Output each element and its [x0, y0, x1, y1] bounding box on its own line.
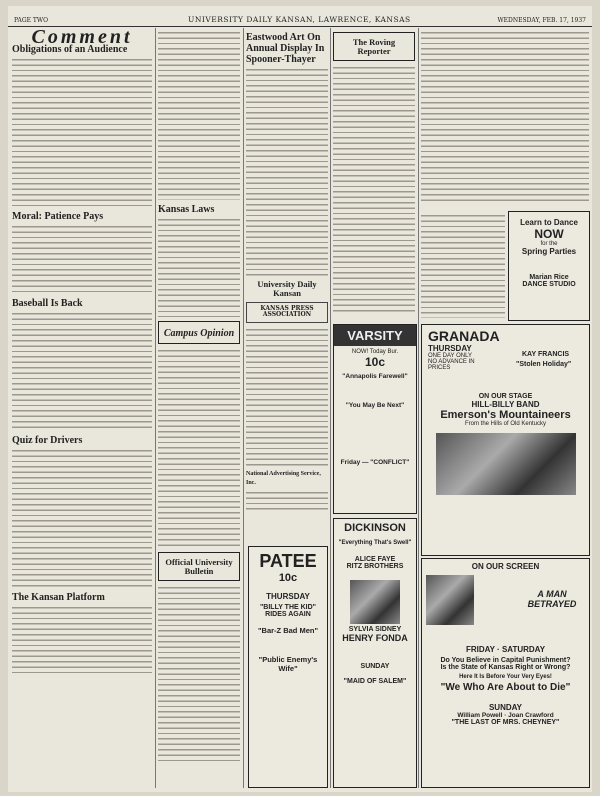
opinion-column: [158, 28, 240, 788]
dickinson-line3: RITZ BROTHERS: [346, 563, 404, 570]
masthead-udk: University Daily Kansan: [257, 279, 317, 298]
granada-line2: ONE DAY ONLY: [428, 353, 473, 359]
dance-line1: Learn to Dance: [520, 218, 578, 227]
patee-price: 10c: [278, 572, 298, 584]
band-photo: [436, 433, 576, 495]
varsity-line1: NOW! Today Bur.: [351, 349, 399, 355]
campus-opinion-box: [158, 321, 240, 344]
headline-campus-opinion: Campus Opinion: [163, 328, 235, 339]
dickinson-photo: [350, 580, 400, 624]
dance-line3: for the: [540, 241, 558, 247]
headline-baseball: Baseball Is Back: [12, 298, 83, 310]
issue-date: WEDNESDAY, FEB. 17, 1937: [497, 17, 586, 24]
patee-line2: "BILLY THE KID" RIDES AGAIN: [259, 604, 317, 618]
screen-man: A MAN BETRAYED: [527, 589, 577, 609]
headline-roving: The Roving Reporter: [352, 37, 396, 56]
headline-bulletin: Official University Bulletin: [165, 557, 233, 576]
dickinson-line6: SUNDAY: [360, 663, 390, 670]
screen-photo: [426, 575, 474, 625]
dickinson-ad: [333, 518, 417, 788]
dickinson-line4: SYLVIA SIDNEY: [348, 626, 402, 633]
right-column-text: [421, 211, 505, 321]
dance-line4: Spring Parties: [521, 247, 577, 256]
dance-line6: DANCE STUDIO: [522, 281, 576, 288]
screen-q1: Do You Believe in Capital Punishment?: [440, 657, 571, 664]
dickinson-line7: "MAID OF SALEM": [343, 678, 407, 685]
varsity-ad: [333, 324, 417, 514]
page-header: [8, 6, 592, 27]
right-column: [421, 28, 589, 208]
varsity-line5: Friday — "CONFLICT": [340, 459, 410, 466]
granada-name: GRANADA: [428, 328, 500, 344]
screen-q3: Here It Is Before Your Very Eyes!: [459, 674, 552, 680]
headline-platform: The Kansan Platform: [12, 592, 105, 604]
screen-ad: [421, 558, 590, 788]
headline-eastwood: Eastwood Art On Annual Display In Spooner-Thayer: [246, 32, 325, 65]
patee-line3: "Bar-Z Bad Men": [257, 626, 319, 635]
varsity-line3: "Annapolis Farewell": [342, 373, 408, 380]
dance-line2: NOW: [534, 227, 564, 241]
comment-column: [12, 28, 152, 788]
screen-title: ON OUR SCREEN: [471, 562, 540, 571]
headline-quiz: Quiz for Drivers: [12, 435, 83, 447]
page-number: PAGE TWO: [14, 17, 48, 24]
patee-name: PATEE: [259, 551, 317, 571]
screen-sun2: "THE LAST OF MRS. CHEYNEY": [451, 719, 560, 726]
granada-ad: [421, 324, 590, 556]
screen-sunday: SUNDAY: [488, 703, 523, 712]
granada-kay: KAY FRANCIS: [522, 351, 570, 358]
granada-line1: THURSDAY: [428, 344, 472, 353]
screen-sun1: William Powell · Joan Crawford: [457, 712, 554, 719]
screen-q4: "We Who Are About to Die": [440, 682, 571, 693]
comment-title: Comment: [31, 28, 133, 48]
granada-hill: HILL-BILLY BAND: [471, 400, 540, 409]
patee-ad: [248, 546, 328, 788]
granada-line3: NO ADVANCE IN PRICES: [428, 359, 475, 371]
bulletin-box: [158, 552, 240, 581]
dickinson-line2: ALICE FAYE: [354, 556, 396, 563]
screen-friday: FRIDAY · SATURDAY: [465, 645, 546, 654]
patee-line4: "Public Enemy's Wife": [258, 655, 318, 673]
granada-ozark: From the Hills of Old Kentucky: [464, 421, 547, 427]
varsity-line2: 10c: [364, 355, 386, 369]
roving-box: [333, 32, 415, 61]
granada-stage: ON OUR STAGE: [478, 393, 533, 400]
screen-q2: Is the State of Kansas Right or Wrong?: [440, 664, 571, 671]
national-advertising: National Advertising Service, Inc.: [246, 470, 321, 486]
headline-moral: Moral: Patience Pays: [12, 211, 104, 223]
headline-obligations: Obligations of an Audience: [12, 44, 128, 56]
dickinson-line1: "Everything That's Swell": [338, 540, 412, 546]
varsity-name: VARSITY: [334, 325, 416, 346]
paper-name: UNIVERSITY DAILY KANSAN, LAWRENCE, KANSAS: [188, 15, 411, 24]
dickinson-name: DICKINSON: [344, 522, 406, 534]
dickinson-line5: HENRY FONDA: [342, 633, 408, 643]
granada-kay2: "Stolen Holiday": [516, 361, 572, 368]
headline-kansas-laws: Kansas Laws: [158, 204, 215, 215]
varsity-line4: "You May Be Next": [345, 402, 405, 409]
dance-ad: [508, 211, 590, 321]
granada-emer: Emerson's Mountaineers: [440, 409, 571, 421]
kansas-press-badge: KANSAS PRESS ASSOCIATION: [246, 302, 328, 323]
newspaper-page: [8, 6, 592, 792]
dance-line5: Marian Rice: [529, 274, 569, 281]
patee-line1: THURSDAY: [266, 592, 310, 601]
roving-column: [333, 28, 415, 328]
